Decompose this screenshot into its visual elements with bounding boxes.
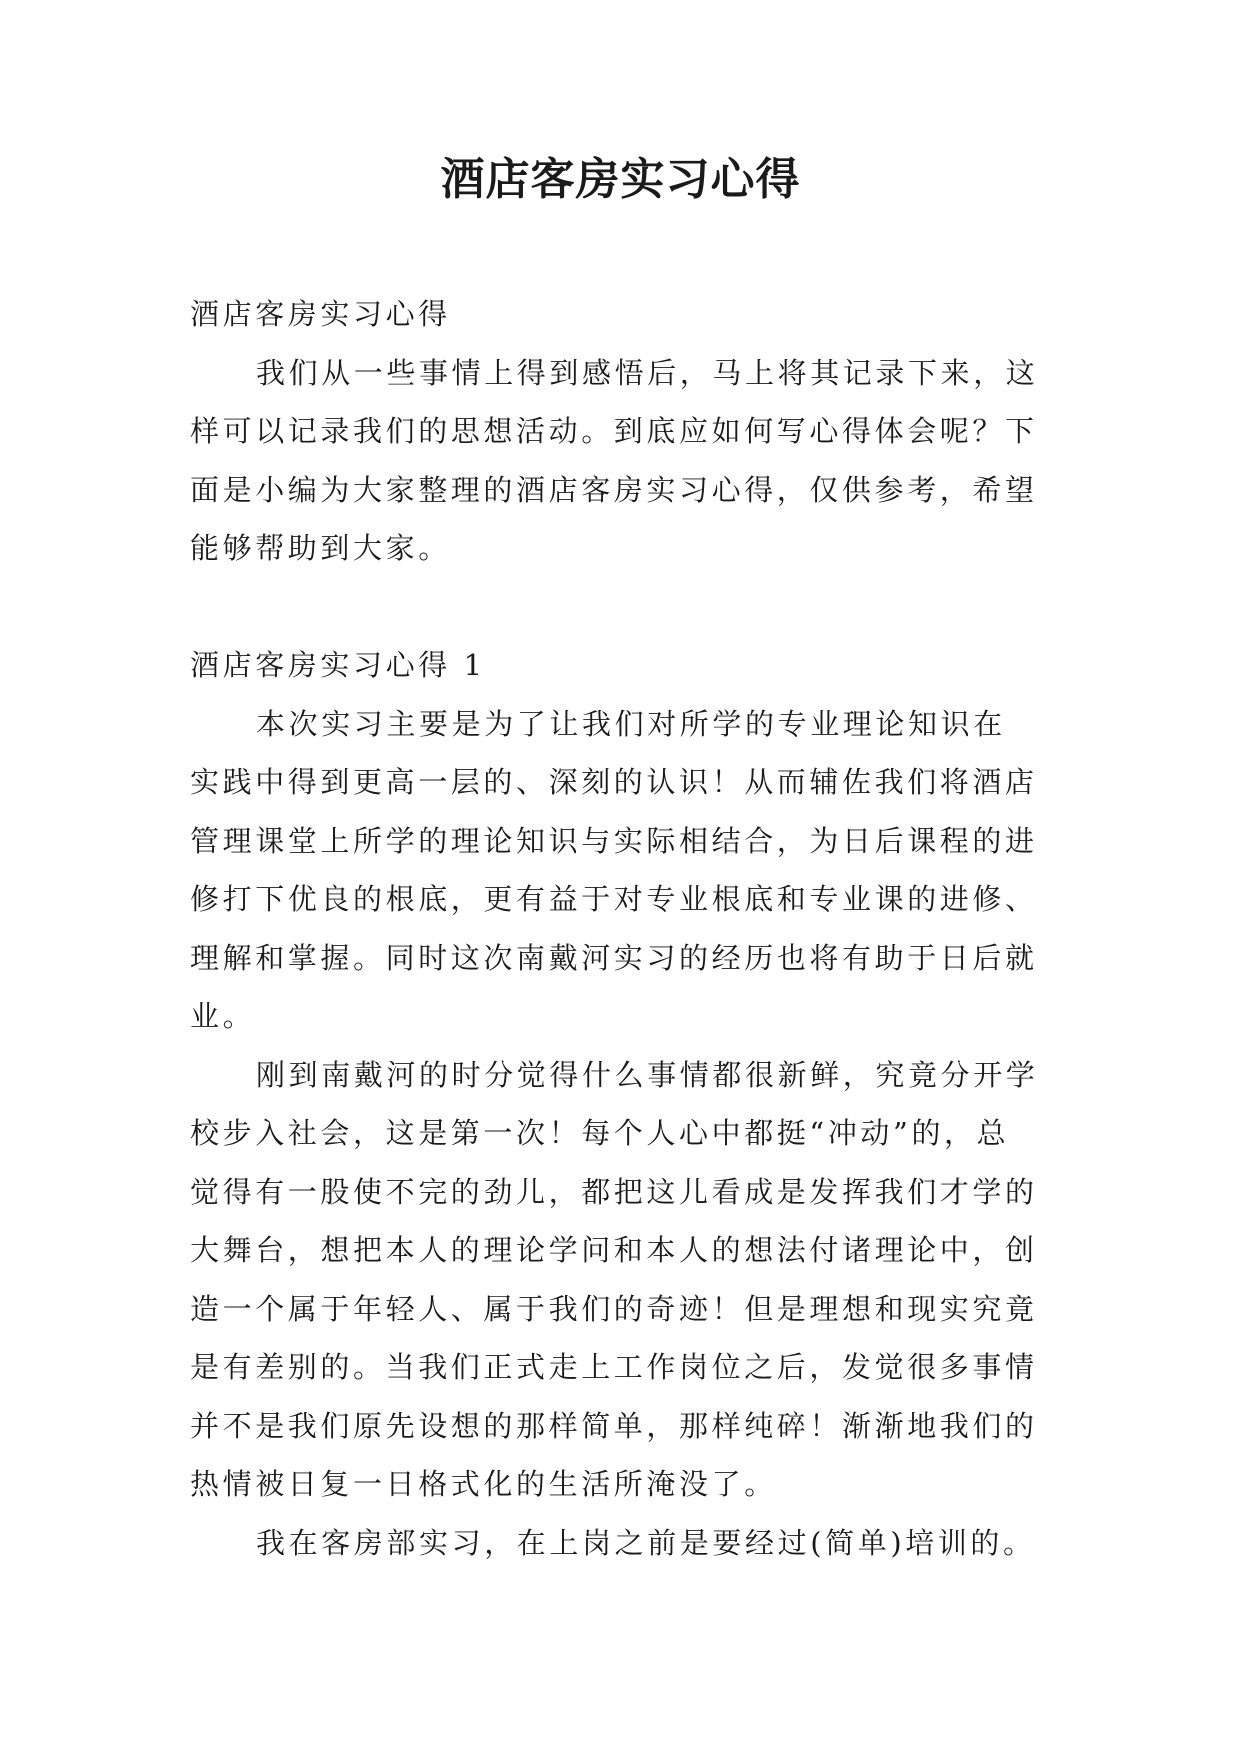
paragraph-line: 刚到南戴河的时分觉得什么事情都很新鲜，究竟分开学 (256, 1057, 1039, 1092)
section-heading: 酒店客房实习心得 (190, 297, 451, 331)
paragraph-line: 管理课堂上所学的理论知识与实际相结合，为日后课程的进 (190, 823, 1038, 858)
paragraph-line: 我们从一些事情上得到感悟后，马上将其记录下来，这 (256, 355, 1039, 390)
paragraph-line: 是有差别的。当我们正式走上工作岗位之后，发觉很多事情 (190, 1350, 1038, 1384)
paragraph-line: 修打下优良的根底，更有益于对专业根底和专业课的进修、 (190, 882, 1038, 916)
intro-paragraph (190, 344, 1060, 578)
paragraph-line: 理解和掌握。同时这次南戴河实习的经历也将有助于日后就 (190, 940, 1038, 975)
blank-line (190, 578, 1060, 637)
paragraph-1 (190, 695, 1060, 1046)
paragraph-line: 能够帮助到大家。 (190, 531, 451, 565)
paragraph-line: 面是小编为大家整理的酒店客房实习心得，仅供参考，希望 (190, 472, 1038, 507)
paragraph-line: 热情被日复一日格式化的生活所淹没了。 (190, 1467, 777, 1501)
section-1-heading: 酒店客房实习心得 1 (190, 648, 486, 682)
document-title: 酒店客房实习心得 (440, 154, 801, 205)
paragraph-line: 大舞台，想把本人的理论学问和本人的想法付诸理论中，创 (190, 1233, 1038, 1267)
paragraph-line: 样可以记录我们的思想活动。到底应如何写心得体会呢？下 (190, 414, 1038, 448)
paragraph-2 (190, 1046, 1060, 1514)
document-body (190, 285, 1060, 1572)
paragraph-line: 觉得有一股使不完的劲儿，都把这儿看成是发挥我们才学的 (190, 1174, 1038, 1209)
paragraph-line: 我在客房部实习，在上岗之前是要经过(简单)培训的。 (256, 1525, 1036, 1560)
paragraph-line: 本次实习主要是为了让我们对所学的专业理论知识在 (256, 706, 1006, 741)
paragraph-line: 实践中得到更高一层的、深刻的认识！从而辅佐我们将酒店 (190, 765, 1038, 799)
paragraph-line: 业。 (190, 999, 256, 1033)
paragraph-line: 造一个属于年轻人、属于我们的奇迹！但是理想和现实究竟 (190, 1291, 1038, 1326)
paragraph-line: 并不是我们原先设想的那样简单，那样纯碎！渐渐地我们的 (190, 1408, 1038, 1443)
paragraph-line: 校步入社会，这是第一次！每个人心中都挺“冲动”的，总 (190, 1116, 1010, 1150)
paragraph-3 (190, 1514, 1060, 1573)
